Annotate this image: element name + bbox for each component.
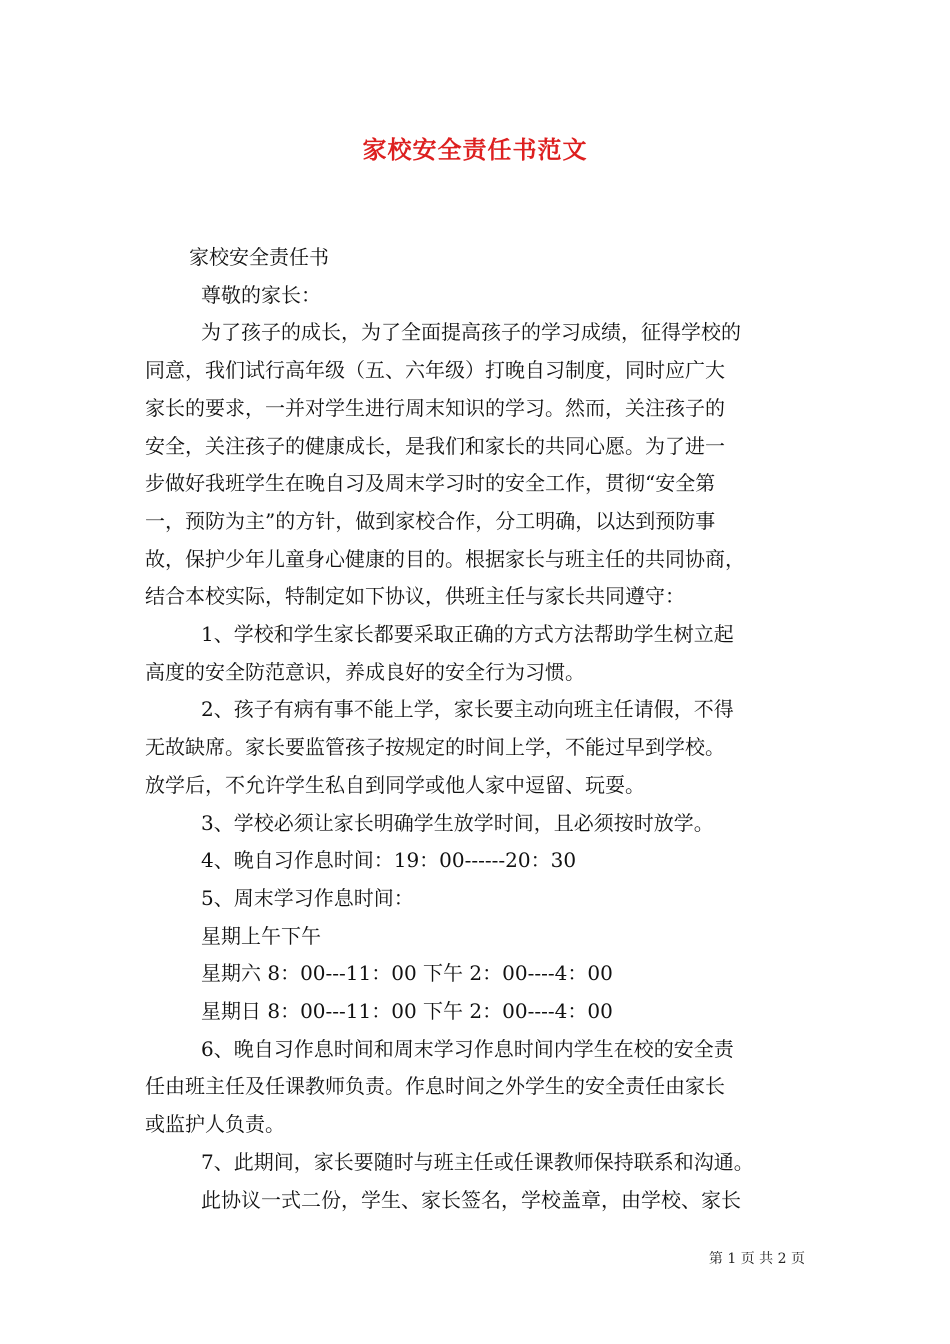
clause-line: 7、此期间，家长要随时与班主任或任课教师保持联系和沟通。	[201, 1149, 754, 1174]
clause-line: 3、学校必须让家长明确学生放学时间，且必须按时放学。	[201, 810, 714, 835]
paragraph-line: 结合本校实际，特制定如下协议，供班主任与家长共同遵守：	[145, 584, 685, 609]
clause-line: 2、孩子有病有事不能上学，家长要主动向班主任请假，不得	[201, 697, 734, 722]
clause-line: 任由班主任及任课教师负责。作息时间之外学生的安全责任由家长	[145, 1074, 725, 1099]
schedule-row: 星期六 8：00---11：00 下午 2：00----4：00	[201, 961, 613, 986]
schedule-header-line: 星期上午下午	[201, 923, 321, 948]
paragraph-line: 故，保护少年儿童身心健康的目的。根据家长与班主任的共同协商，	[145, 546, 745, 571]
clause-line: 4、晚自习作息时间：19：00------20：30	[201, 848, 577, 873]
salutation-line: 尊敬的家长：	[201, 282, 321, 307]
heading-line: 家校安全责任书	[189, 245, 329, 269]
paragraph-line: 步做好我班学生在晚自习及周末学习时的安全工作，贯彻“安全第	[145, 471, 716, 496]
clause-line: 或监护人负责。	[145, 1112, 285, 1137]
paragraph-line: 同意，我们试行高年级（五、六年级）打晚自习制度，同时应广大	[145, 358, 725, 383]
document-body	[145, 239, 810, 1219]
clause-line: 放学后，不允许学生私自到同学或他人家中逗留、玩耍。	[145, 772, 645, 797]
clause-line: 高度的安全防范意识，养成良好的安全行为习惯。	[145, 659, 585, 684]
clause-line: 无故缺席。家长要监管孩子按规定的时间上学，不能过早到学校。	[145, 735, 725, 760]
clause-line: 5、周末学习作息时间：	[201, 885, 414, 910]
schedule-row: 星期日 8：00---11：00 下午 2：00----4：00	[201, 999, 613, 1024]
page-number: 第 1 页 共 2 页	[708, 1251, 805, 1267]
paragraph-line: 家长的要求，一并对学生进行周末知识的学习。然而，关注孩子的	[145, 395, 725, 420]
clause-line: 6、晚自习作息时间和周末学习作息时间内学生在校的安全责	[201, 1036, 734, 1061]
paragraph-line: 为了孩子的成长，为了全面提高孩子的学习成绩，征得学校的	[201, 320, 741, 345]
closing-line: 此协议一式二份，学生、家长签名，学校盖章，由学校、家长	[201, 1187, 741, 1212]
paragraph-line: 一，预防为主”的方针，做到家校合作，分工明确，以达到预防事	[145, 508, 716, 533]
paragraph-line: 安全，关注孩子的健康成长，是我们和家长的共同心愿。为了进一	[145, 433, 725, 458]
clause-line: 1、学校和学生家长都要采取正确的方式方法帮助学生树立起	[201, 622, 734, 647]
document-title: 家校安全责任书范文	[362, 135, 588, 164]
